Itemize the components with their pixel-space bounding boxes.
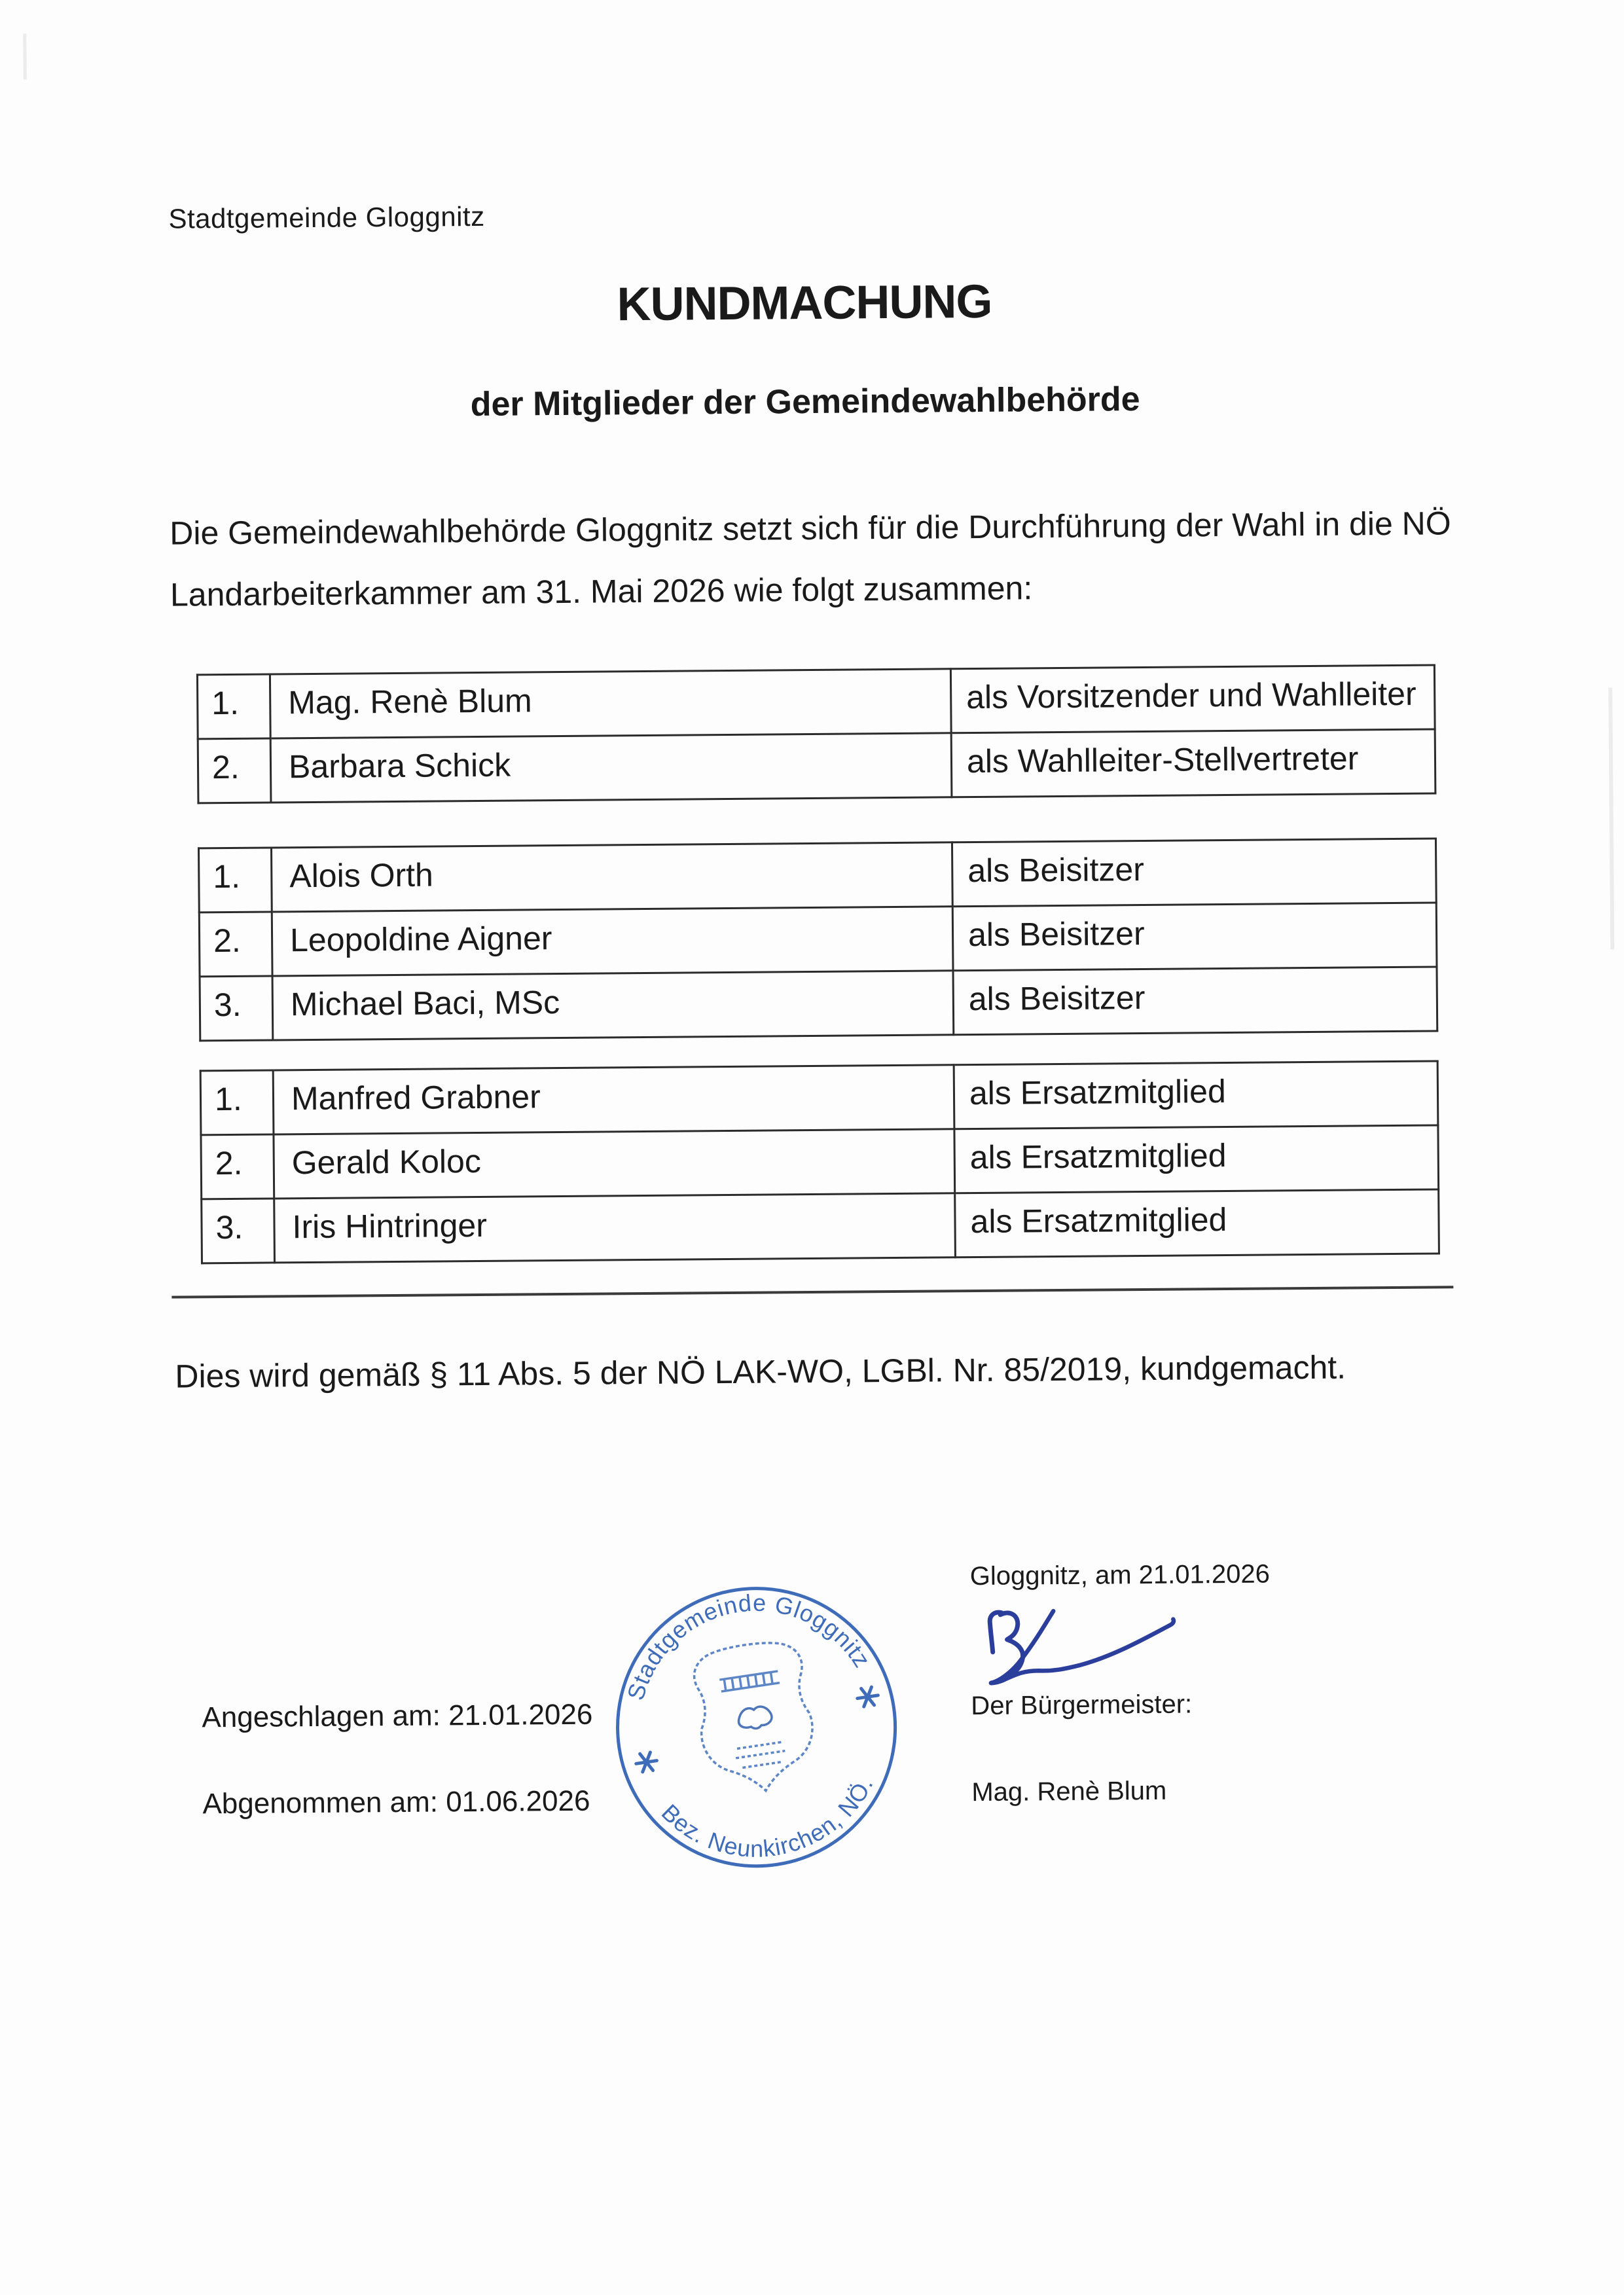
- member-role: als Beisitzer: [952, 903, 1437, 971]
- sender-line: Stadtgemeinde Gloggnitz: [168, 200, 485, 234]
- table-row: [202, 1189, 1439, 1263]
- legal-note: Dies wird gemäß § 11 Abs. 5 der NÖ LAK-WO, LGBl. Nr. 85/2019, kundgemacht.: [175, 1348, 1346, 1395]
- table-row: [198, 729, 1435, 803]
- posted-line: [202, 1699, 592, 1735]
- table-row: [199, 839, 1437, 913]
- member-role: als Wahlleiter-Stellvertreter: [951, 729, 1435, 797]
- stamp-star-right-icon: [856, 1686, 880, 1707]
- posted-label: Angeschlagen am:: [202, 1699, 441, 1734]
- row-number: 1.: [197, 674, 270, 739]
- stamp-star-left-icon: [635, 1752, 659, 1773]
- member-role: als Ersatzmitglied: [955, 1189, 1439, 1257]
- removed-date: 01.06.2026: [446, 1784, 590, 1818]
- member-name: Iris Hintringer: [274, 1193, 956, 1263]
- table-row: [200, 967, 1437, 1041]
- assessors-table: [198, 837, 1438, 1041]
- substitutes-table: [200, 1060, 1440, 1264]
- member-name: Manfred Grabner: [273, 1065, 954, 1134]
- removed-line: [202, 1785, 590, 1821]
- municipal-stamp: [605, 1576, 909, 1879]
- separator-line: [171, 1286, 1453, 1298]
- table-row: [201, 1125, 1439, 1199]
- stamp-top-text: Stadtgemeinde Gloggnitz: [621, 1589, 876, 1703]
- row-number: 3.: [202, 1199, 275, 1263]
- table-row: [200, 1061, 1438, 1135]
- stamp-bottom-text: Bez. Neunkirchen, NÖ.: [656, 1772, 879, 1862]
- intro-paragraph: Die Gemeindewahlbehörde Gloggnitz setzt sich für die Durchführung der Wahl in die NÖ Landarbeiterkammer am 31. Mai 2026 wie folgt zusammen:: [170, 505, 1451, 613]
- table-row: [197, 665, 1435, 739]
- document-subtitle: der Mitglieder der Gemeindewahlbehörde: [470, 380, 1140, 424]
- member-name: Mag. Renè Blum: [270, 669, 951, 738]
- member-role: als Ersatzmitglied: [954, 1125, 1439, 1193]
- member-name: Alois Orth: [272, 842, 953, 912]
- row-number: 2.: [199, 912, 272, 977]
- table-row: [199, 903, 1437, 977]
- posted-date: 21.01.2026: [448, 1698, 593, 1732]
- row-number: 1.: [200, 1070, 274, 1135]
- document-title: KUNDMACHUNG: [617, 275, 992, 331]
- member-name: Michael Baci, MSc: [272, 971, 954, 1040]
- row-number: 2.: [201, 1134, 274, 1199]
- row-number: 3.: [200, 976, 273, 1041]
- removed-label: Abgenommen am:: [202, 1786, 439, 1820]
- signer-name: Mag. Renè Blum: [971, 1776, 1167, 1807]
- svg-text:Bez. Neunkirchen, NÖ.: [654, 1769, 887, 1877]
- member-name: Barbara Schick: [270, 733, 952, 803]
- member-name: Gerald Koloc: [274, 1129, 955, 1199]
- scan-artifact: [23, 33, 27, 79]
- signature-stroke-1: [990, 1612, 1002, 1652]
- row-number: 2.: [198, 738, 271, 803]
- member-name: Leopoldine Aigner: [272, 907, 953, 976]
- member-role: als Beisitzer: [952, 839, 1436, 907]
- row-number: 1.: [199, 848, 272, 913]
- member-role: als Vorsitzender und Wahlleiter: [950, 665, 1435, 733]
- member-role: als Ersatzmitglied: [954, 1061, 1438, 1129]
- place-and-date: Gloggnitz, am 21.01.2026: [969, 1559, 1271, 1591]
- stamp-ring: [605, 1576, 909, 1879]
- scan-artifact: [1608, 687, 1614, 949]
- mayor-signature: [977, 1600, 1187, 1693]
- committee-leaders-table: [196, 664, 1437, 804]
- svg-text:Stadtgemeinde Gloggnitz: [609, 1576, 877, 1707]
- member-role: als Beisitzer: [953, 967, 1437, 1035]
- stamp-coat-of-arms-icon: [689, 1637, 821, 1799]
- signer-title: Der Bürgermeister:: [971, 1690, 1193, 1721]
